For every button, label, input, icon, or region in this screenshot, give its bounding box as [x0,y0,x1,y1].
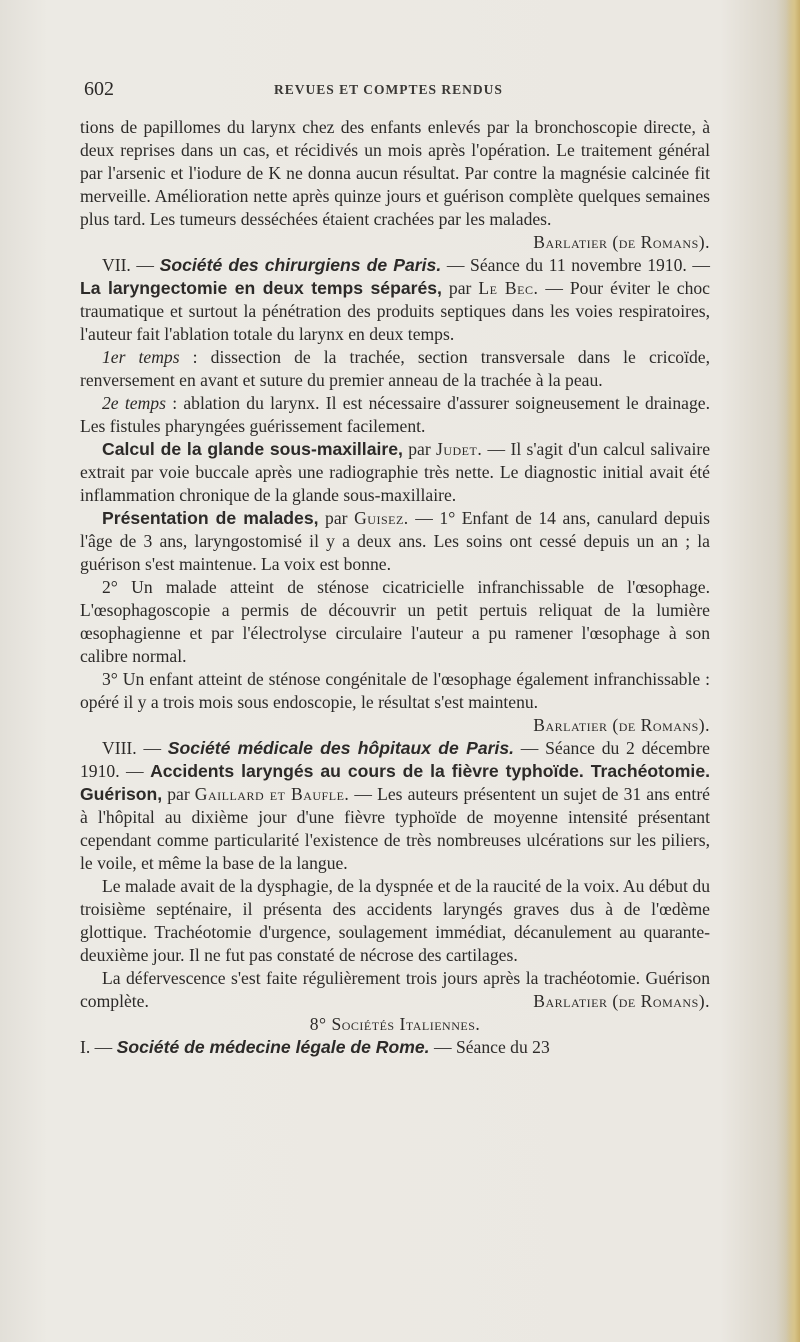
by-word: par [318,508,355,528]
article-author: Le Bec. [478,278,539,298]
paragraph [80,116,710,254]
session-date: — Séance du 11 novembre 1910. — [441,255,710,275]
author-signature: Barlatier (de Romans). [533,991,710,1011]
society-name: Société des chirurgiens de Paris. [159,255,442,275]
article-title: La laryngectomie en deux temps séparés, [80,278,442,298]
paragraph-text: 2° Un malade atteint de sténose cicatricielle infranchissable de l'œsophage. L'œsophagoscopie a permis de découvrir un petit pertuis reliquat de la lumière œsophagienne et par l'électrolyse circulaire l'auteur a pu ramener l'œsophage à son calibre normal. [80,577,710,666]
session-date: — Séance du 2 décembre 1910. — [80,738,710,781]
paragraph-text: 3° Un enfant atteint de sténose congénitale de l'œsophage également infranchissable : opéré il y a trois mois sous endoscopie, le résultat s'est maintenu. [80,669,710,712]
paragraph [80,346,710,392]
entry-number: I. — [80,1037,117,1057]
by-word: par [402,439,436,459]
paragraph [80,967,710,1013]
running-head: REVUES ET COMPTES RENDUS [274,82,503,97]
page-number: 602 [84,78,114,100]
paragraph [80,392,710,438]
step-label: 1er temps [102,347,180,367]
society-entry [80,1036,710,1059]
entry-number: VII. — [102,255,160,275]
page-header [84,78,714,108]
article-title: Calcul de la glande sous-maxillaire, [102,439,403,459]
society-name: Société médicale des hôpitaux de Paris. [167,738,515,758]
paragraph-text: — 1° Enfant de 14 ans, canulard depuis l'âge de 3 ans, laryngostomisé il y a deux ans. Les soins ont cessé depuis un an ; la guérison s'est maintenue. La voix est bonne. [80,508,710,574]
author-signature: Barlatier (de Romans). [533,232,710,252]
session-date: — Séance du 23 [429,1037,550,1057]
paragraph-text: : dissection de la trachée, section transversale dans le cricoïde, renversement en avant et suture du premier anneau de la trachée à la peau. [80,347,710,390]
society-name: Société de médecine légale de Rome. [116,1037,430,1057]
section-heading: 8° Sociétés Italiennes. [309,1014,481,1034]
paragraph [80,668,710,737]
author-signature: Barlatier (de Romans). [533,715,710,735]
paragraph-text: : ablation du larynx. Il est nécessaire d'assurer soigneusement le drainage. Les fistules pharyngées guérissement facilement. [80,393,710,436]
entry-number: VIII. — [102,738,168,758]
by-word: par [441,278,479,298]
society-entry [80,254,710,346]
page-edge [786,0,800,1342]
paragraph [80,507,710,576]
article-title: Présentation de malades, [102,508,319,528]
article-author: Guisez. [354,508,409,528]
article-author: Judet. [436,439,483,459]
article-title: Accidents laryngés au cours de la fièvre typhoïde. Trachéotomie. Guérison, [80,761,710,804]
paragraph-text: tions de papillomes du larynx chez des enfants enlevés par la bronchoscopie directe, à deux reprises dans un cas, et récidivés un mois après l'opération. Le traitement général par l'arsenic et l'iodure de K ne donna aucun résultat. Par contre la magnésie calcinée fit merveille. Amélioration nette après quinze jours et guérison complète quelques semaines plus tard. Les tumeurs desséchées étaient crachées par les malades. [80,117,710,229]
step-label: 2e temps [102,393,166,413]
society-entry [80,737,710,875]
paragraph [80,576,710,668]
paragraph [80,438,710,507]
article-author: Gaillard et Baufle. [194,784,350,804]
paragraph-text: — Les auteurs présentent un sujet de 31 ans entré à l'hôpital au dixième jour d'une fièvre typhoïde de moyenne intensité présentant cependant comme particularité l'existence de très nombreuses ulcérations sur les piliers, le voile, et même la base de la langue. [80,784,710,873]
page-body [80,116,710,1059]
paragraph-text: Le malade avait de la dysphagie, de la dyspnée et de la raucité de la voix. Au début du troisième septénaire, il présenta des accidents laryngés graves dus à de l'œdème glottique. Trachéotomie d'urgence, soulagement immédiat, décanulement au quarante-deuxième jour. Il ne fut pas constaté de nécrose des cartilages. [80,876,710,965]
paragraph-text: La défervescence s'est faite régulièrement trois jours après la trachéotomie. Guérison complète. [80,968,710,1011]
paragraph [80,875,710,967]
paragraph-text: — Il s'agit d'un calcul salivaire extrait par voie buccale après une radiographie très nette. Le diagnostic initial avait été inflammation chronique de la glande sous-maxillaire. [80,439,711,505]
by-word: par [162,784,195,804]
paragraph-text: — Pour éviter le choc traumatique et surtout la pénétration des produits septiques dans les voies respiratoires, l'auteur fait l'ablation totale du larynx en deux temps. [80,278,710,344]
